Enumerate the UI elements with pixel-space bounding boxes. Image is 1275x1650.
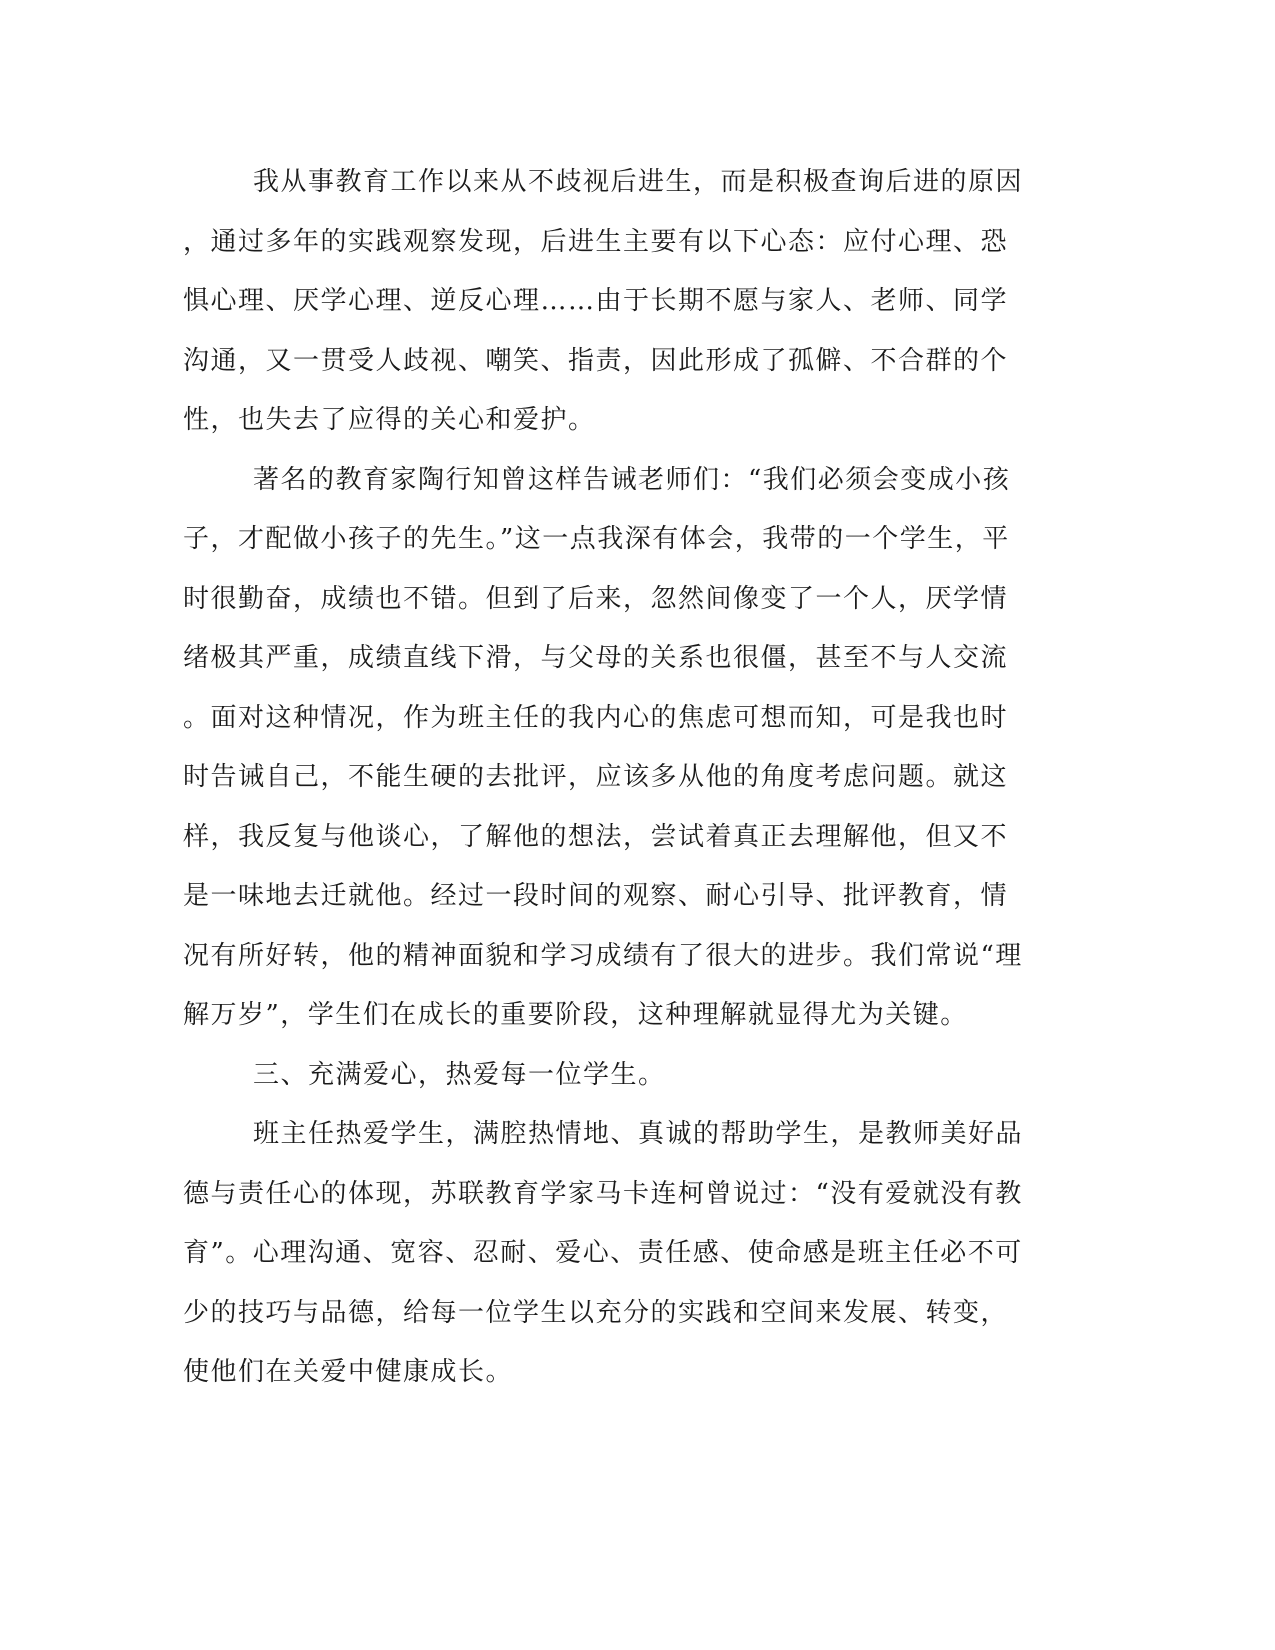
- paragraph-line: 沟通，又一贯受人歧视、嘲笑、指责，因此形成了孤僻、不合群的个: [183, 345, 1009, 376]
- paragraph-line: 时很勤奋，成绩也不错。但到了后来，忽然间像变了一个人，厌学情: [183, 583, 1009, 614]
- paragraph-line: 德与责任心的体现，苏联教育学家马卡连柯曾说过：“没有爱就没有教: [183, 1178, 1023, 1209]
- paragraph-line: ，通过多年的实践观察发现，后进生主要有以下心态：应付心理、恐: [183, 226, 1009, 257]
- paragraph-line: 惧心理、厌学心理、逆反心理……由于长期不愿与家人、老师、同学: [183, 286, 1009, 316]
- paragraph-line: 时告诫自己，不能生硬的去批评，应该多从他的角度考虑问题。就这: [183, 762, 1009, 792]
- paragraph-line: 样，我反复与他谈心，了解他的想法，尝试着真正去理解他，但又不: [183, 821, 1009, 852]
- paragraph-line: 育”。心理沟通、宽容、忍耐、爱心、责任感、使命感是班主任必不可: [183, 1238, 1023, 1268]
- paragraph-line: 使他们在关爱中健康成长。: [183, 1357, 514, 1387]
- paragraph-3: [183, 1105, 1028, 1403]
- paragraph-line: 我从事教育工作以来从不歧视后进生，而是积极查询后进的原因: [253, 167, 1024, 197]
- paragraph-line: 况有所好转，他的精神面貌和学习成绩有了很大的进步。我们常说“理: [183, 940, 1023, 971]
- paragraph-line: 少的技巧与品德，给每一位学生以充分的实践和空间来发展、转变，: [183, 1297, 1009, 1328]
- paragraph-line: 解万岁”，学生们在成长的重要阶段，这种理解就显得尤为关键。: [183, 1000, 968, 1030]
- section-heading: 三、充满爱心，热爱每一位学生。: [253, 1059, 666, 1090]
- paragraph-line: 子，才配做小孩子的先生。”这一点我深有体会，我带的一个学生，平: [183, 524, 1010, 554]
- paragraph-line: 班主任热爱学生，满腔热情地、真诚的帮助学生，是教师美好品: [253, 1119, 1024, 1149]
- paragraph-line: 。面对这种情况，作为班主任的我内心的焦虑可想而知，可是我也时: [183, 702, 1009, 733]
- paragraph-line: 著名的教育家陶行知曾这样告诫老师们：“我们必须会变成小孩: [253, 464, 1011, 495]
- paragraph-2: [183, 451, 1028, 1046]
- paragraph-line: 绪极其严重，成绩直线下滑，与父母的关系也很僵，甚至不与人交流: [183, 643, 1009, 673]
- paragraph-line: 是一味地去迁就他。经过一段时间的观察、耐心引导、批评教育，情: [183, 881, 1009, 911]
- paragraph-1: [183, 153, 1028, 451]
- paragraph-line: 性，也失去了应得的关心和爱护。: [183, 405, 596, 435]
- document-body: [183, 153, 1028, 1403]
